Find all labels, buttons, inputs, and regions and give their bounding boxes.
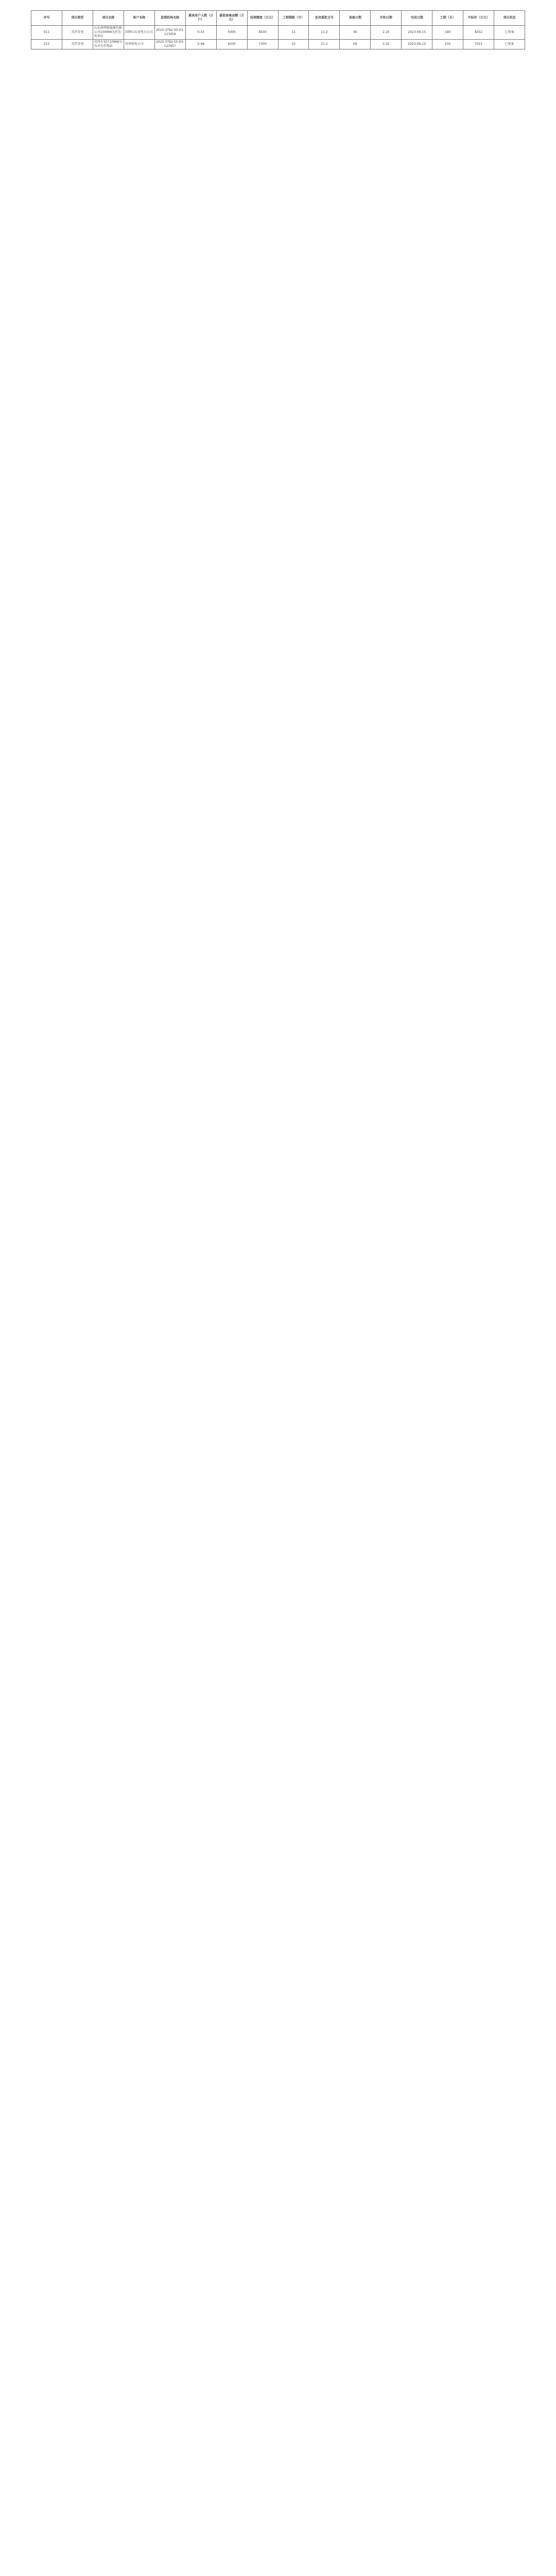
cell-type: 光伏发电 [62, 40, 93, 49]
header-cell: 客户名称 [124, 11, 154, 26]
cell-date: 06 [340, 40, 371, 49]
cell-status: 已备案 [494, 26, 525, 40]
document-page [0, 0, 556, 381]
cell-end: 2023-09-15 [402, 40, 432, 49]
cell-doc: 11.2 [309, 40, 340, 49]
cell-days: 180 [432, 26, 463, 40]
header-cell: 中标价（万元） [463, 11, 494, 26]
cell-months: 10 [278, 40, 309, 49]
header-cell: 开始日期 [371, 11, 402, 26]
header-cell: 最低备案金额（万元） [216, 11, 247, 26]
cell-users: 0.53 [185, 26, 216, 40]
header-cell: 发改委批文号 [309, 11, 340, 26]
cell-no: 011 [31, 26, 62, 40]
cell-type: 光伏发电 [62, 26, 93, 40]
cell-name: 山东润华新能源有限公司100MW光伏发电项目 [93, 26, 124, 40]
cell-price: 8352 [463, 26, 494, 40]
data-table [31, 10, 525, 49]
header-cell: 监督机构名称 [154, 11, 185, 26]
table-row [31, 40, 525, 49]
cell-status: 已备案 [494, 40, 525, 49]
header-cell: 完成日期 [402, 11, 432, 26]
cell-start: 2.20 [371, 26, 402, 40]
cell-invest: 8500 [247, 26, 278, 40]
cell-users: 0.48 [185, 40, 216, 49]
cell-start: 2.20 [371, 40, 402, 49]
cell-min: 4200 [216, 40, 247, 49]
header-cell: 工期（天） [432, 11, 463, 26]
cell-days: 150 [432, 40, 463, 49]
cell-client: 菏泽供电公司 [124, 40, 154, 49]
cell-min: 5000 [216, 26, 247, 40]
header-cell: 序号 [31, 11, 62, 26]
cell-no: 012 [31, 40, 62, 49]
cell-org: 2023-3793-55-03-123457 [154, 40, 185, 49]
header-row [31, 11, 525, 26]
cell-months: 12 [278, 26, 309, 40]
table-row [31, 26, 525, 40]
header-cell: 项目名称 [93, 11, 124, 26]
cell-price: 7012 [463, 40, 494, 49]
cell-date: 06 [340, 26, 371, 40]
sheet [31, 10, 525, 49]
header-cell: 项目类型 [62, 11, 93, 26]
cell-doc: 11.2 [309, 26, 340, 40]
cell-invest: 7300 [247, 40, 278, 49]
cell-org: 2023-3792-55-03-123456 [154, 26, 185, 40]
cell-client: 国网山东省电力公司 [124, 26, 154, 40]
header-cell: 最高用户人数（万户） [185, 11, 216, 26]
header-cell: 备案日期 [340, 11, 371, 26]
cell-name: 菏泽市某区20MW分布式光伏电站 [93, 40, 124, 49]
header-cell: 工程期限（月） [278, 11, 309, 26]
header-cell: 投资额度（万元） [247, 11, 278, 26]
cell-end: 2023-09-15 [402, 26, 432, 40]
header-cell: 项目状态 [494, 11, 525, 26]
